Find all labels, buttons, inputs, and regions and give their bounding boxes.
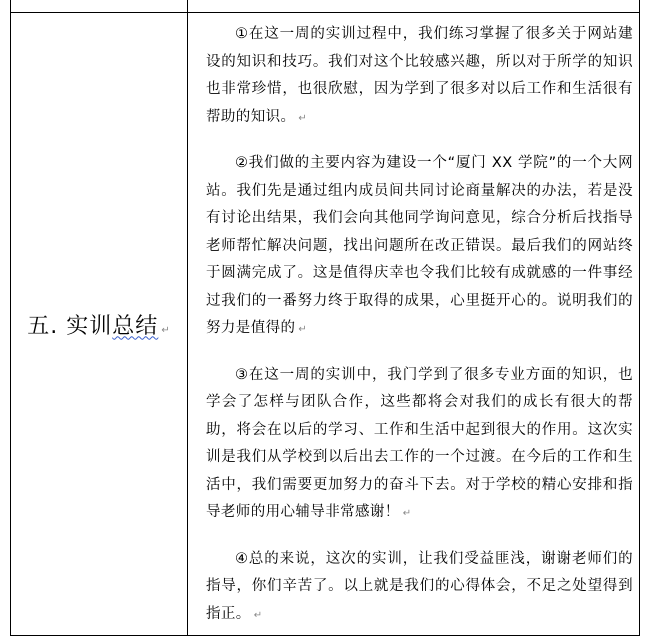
section-title-prefix: 五. 实训 bbox=[27, 313, 113, 339]
paragraph-text: ②我们做的主要内容为建设一个“厦门 XX 学院”的一个大网站。我们先是通过组内成员间共同讨论商量解决的办法，若是没有讨论出结果，我们会向其他同学询问意见，综合分析后找指导老师帮忙解决问题，找出问题所在改正错误。最后我们的网站终于圆满完成了。这是值得庆幸也令我们比较有成就感的一件事经过我们的一番努力终于取得的成果，心里挺开心的。说明我们的努力是值得的 bbox=[206, 155, 633, 336]
paragraph-text: ③在这一周的实训中，我门学到了很多专业方面的知识，也学会了怎样与团队合作，这些都将会对我们的成长有很大的帮助，将会在以后的学习、工作和生活中起到很大的作用。这次实训是我们从学校到以后出去工作的一个过渡。在今后的工作和生活中，我们需要更加努力的奋斗下去。对于学校的精心安排和指导老师的用心辅导非常感谢！ bbox=[206, 366, 633, 520]
paragraph-mark: ↵ bbox=[298, 112, 308, 124]
summary-paragraph-3 bbox=[206, 362, 633, 528]
summary-paragraph-4 bbox=[206, 546, 633, 630]
section-title-spellcheck-word: 总结 bbox=[112, 313, 159, 339]
section-title bbox=[27, 309, 170, 340]
paragraph-text: ④总的来说，这次的实训，让我们受益匪浅，谢谢老师们的指导，你们辛苦了。以上就是我们的心得体会，不足之处望得到指正。 bbox=[206, 550, 633, 622]
section-label-cell[interactable] bbox=[11, 13, 188, 636]
summary-paragraph-2 bbox=[206, 150, 633, 344]
paragraph-mark: ↵ bbox=[161, 324, 171, 336]
previous-row-label-cell bbox=[11, 0, 188, 13]
previous-row-strip bbox=[11, 0, 640, 13]
paragraph-mark: ↵ bbox=[402, 508, 412, 519]
paragraph-mark: ↵ bbox=[298, 324, 308, 335]
paragraph-mark: ↵ bbox=[253, 609, 263, 621]
summary-table bbox=[10, 0, 640, 636]
paragraph-text: ①在这一周的实训过程中，我们练习掌握了很多关于网站建设的知识和技巧。我们对这个比较感兴趣，所以对于所学的知识也非常珍惜，也很欣慰，因为学到了很多对以后工作和生活很有帮助的知识。 bbox=[206, 26, 633, 125]
previous-row-content-cell bbox=[188, 0, 640, 13]
summary-row bbox=[11, 13, 640, 636]
summary-paragraph-1 bbox=[206, 21, 633, 132]
summary-content-cell[interactable] bbox=[188, 13, 640, 636]
